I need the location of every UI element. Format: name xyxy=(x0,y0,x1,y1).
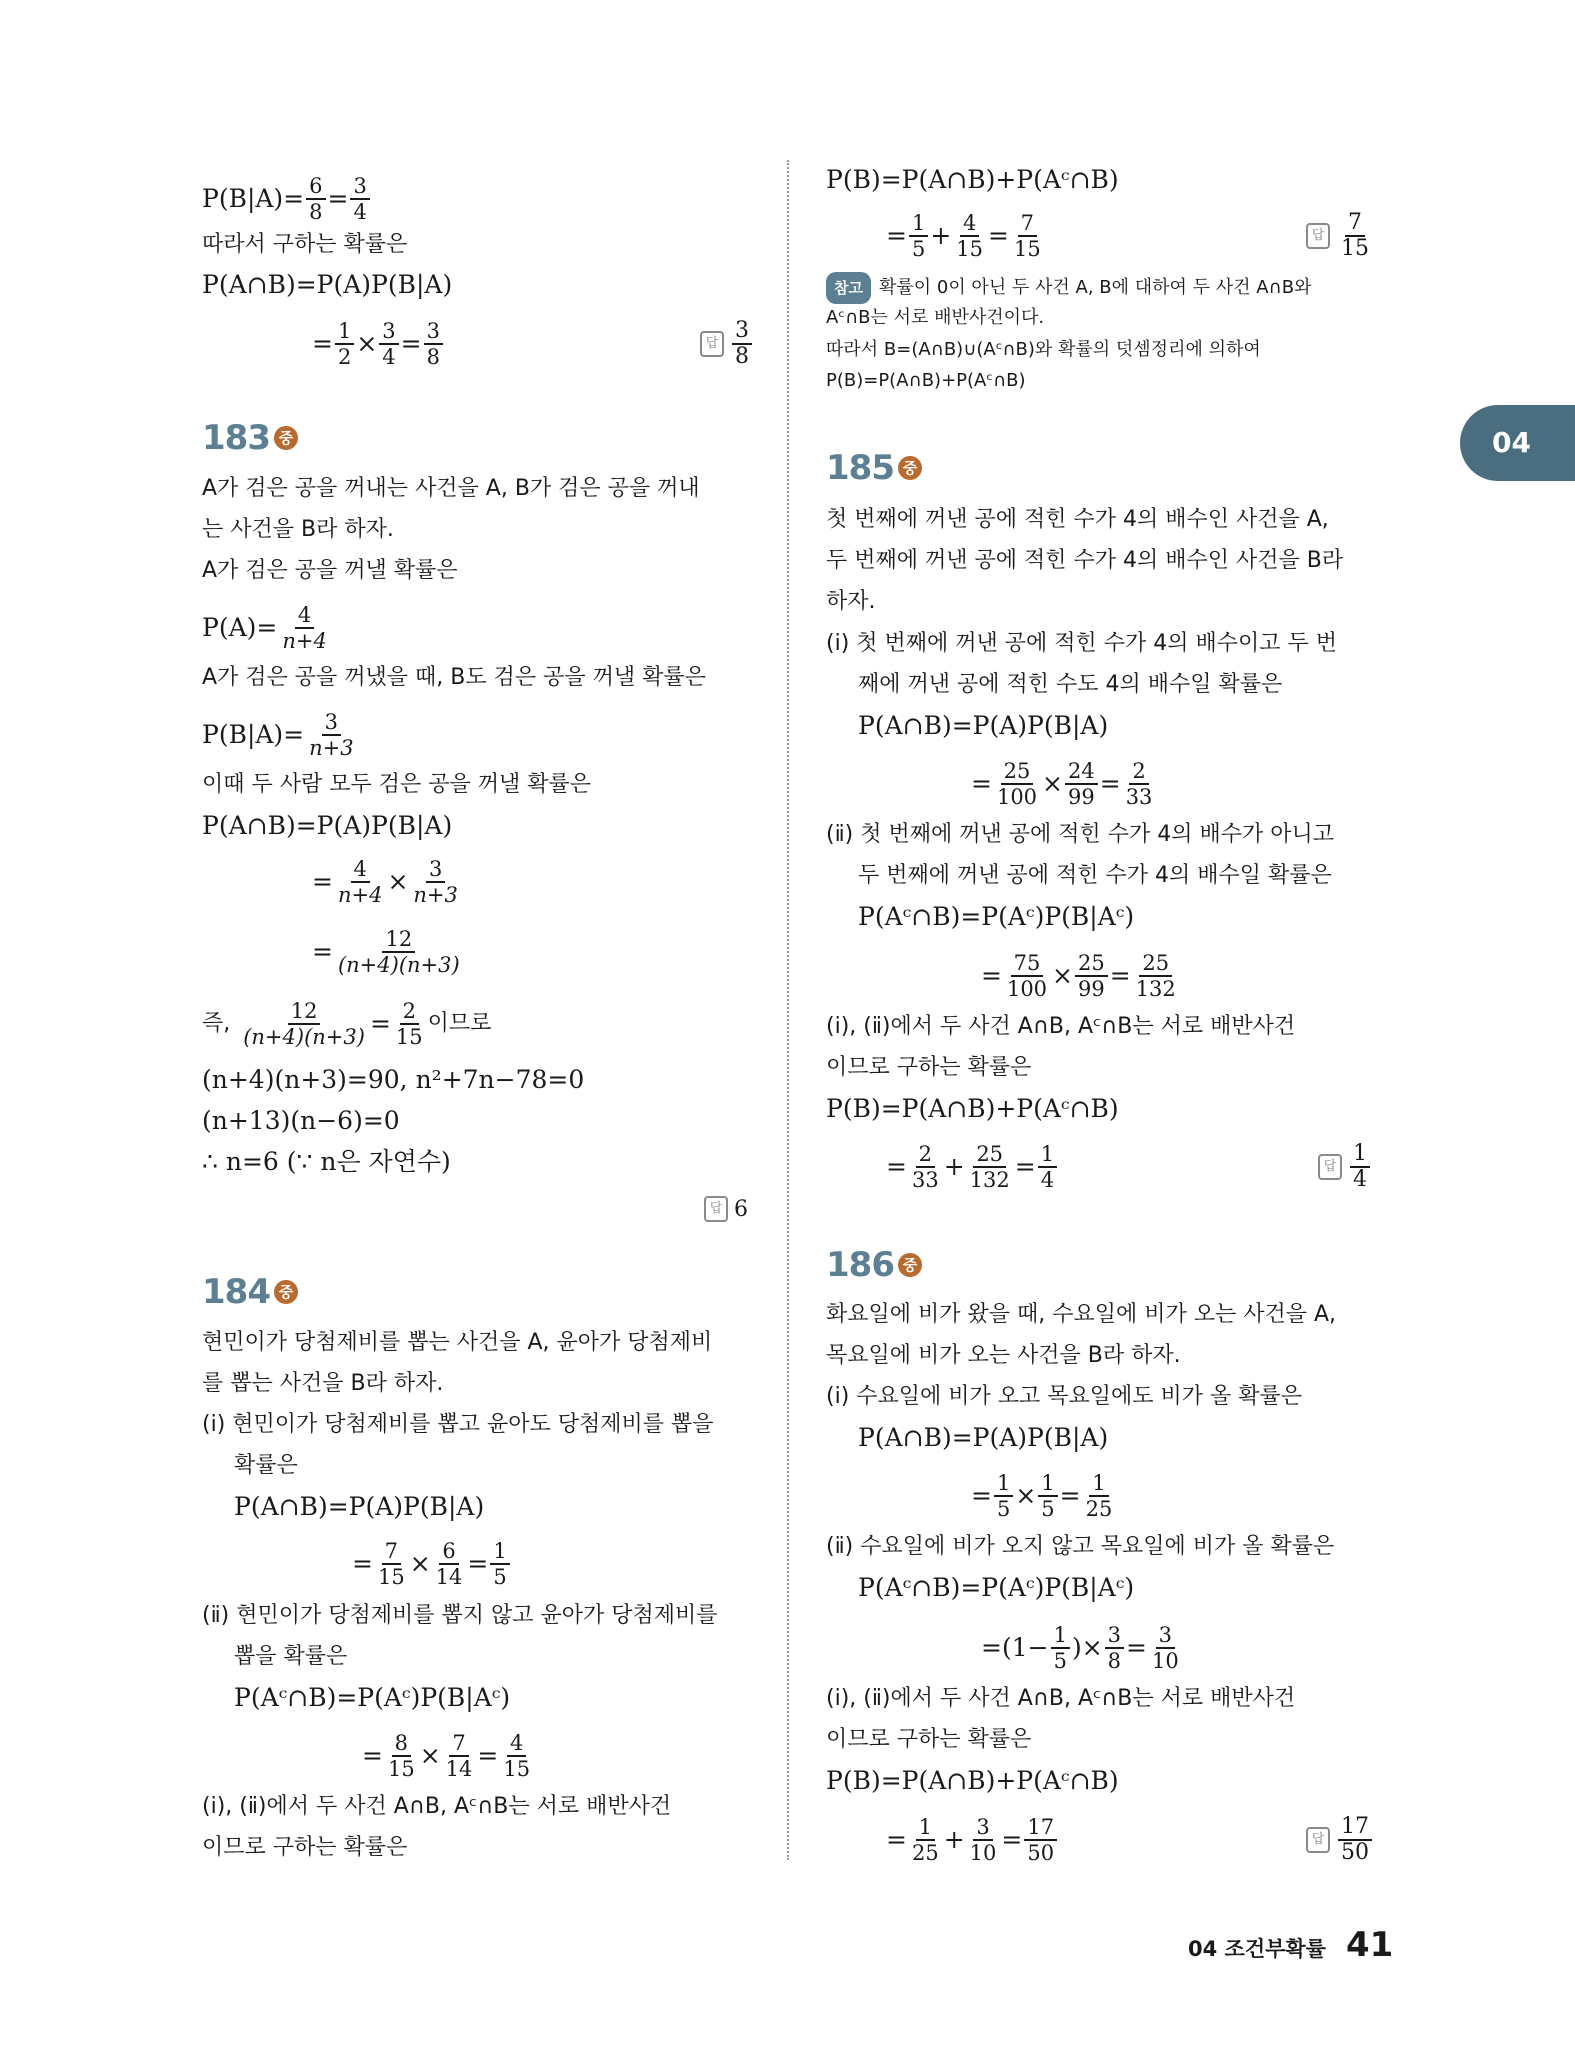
formula-line: P(Aᶜ∩B)=P(Aᶜ)P(B|Aᶜ) xyxy=(234,1683,511,1712)
text-line: 첫 번째에 꺼낸 공에 적힌 수가 4의 배수인 사건을 A, xyxy=(826,507,1329,532)
fraction: $\frac{25}{132}$ xyxy=(1135,951,1176,1001)
answer xyxy=(704,1196,748,1222)
answer-icon: 답 xyxy=(700,331,724,357)
text-line: 이므로 구하는 확률은 xyxy=(826,1727,1032,1752)
fraction: $\frac{3}{10}$ xyxy=(969,1815,997,1865)
text-line: 째에 꺼낸 공에 적힌 수도 4의 배수일 확률은 xyxy=(858,672,1283,697)
formula-line: P(A∩B)=P(A)P(B|A) xyxy=(858,711,1109,740)
fraction: $\frac{2}{15}$ xyxy=(395,999,423,1049)
fraction: $\frac{3}{10}$ xyxy=(1151,1623,1179,1673)
text-line: (ⅱ) 첫 번째에 꺼낸 공에 적힌 수가 4의 배수가 아니고 xyxy=(826,822,1334,847)
formula-line: P(A)= $\frac{4}{n+4}$ xyxy=(202,604,332,652)
fraction: $\frac{1}{25}$ xyxy=(911,1815,939,1865)
reference-line: 따라서 B=(A∩B)∪(Aᶜ∩B)와 확률의 덧셈정리에 의하여 xyxy=(826,339,1261,360)
problem-header-183 xyxy=(202,418,298,458)
fraction: $\frac{4}{n+4}$ xyxy=(282,603,327,653)
fraction: $\frac{4}{15}$ xyxy=(503,1731,531,1781)
formula-line: = $\frac{1}{25}$ + $\frac{3}{10}$ = $\frac{17}{50}$ xyxy=(886,1816,1059,1864)
fraction: $\frac{17}{50}$ xyxy=(1024,1816,1057,1864)
text-line: 화요일에 비가 왔을 때, 수요일에 비가 오는 사건을 A, xyxy=(826,1302,1337,1327)
text-line: 두 번째에 꺼낸 공에 적힌 수가 4의 배수인 사건을 B라 xyxy=(826,548,1344,573)
difficulty-badge: 중 xyxy=(274,426,298,450)
footer-chapter: 04 조건부확률 xyxy=(1188,1937,1326,1961)
text-line: (ⅰ), (ⅱ)에서 두 사건 A∩B, Aᶜ∩B는 서로 배반사건 xyxy=(826,1014,1296,1039)
fraction: $\frac{3}{4}$ xyxy=(379,320,398,368)
fraction: $\frac{1}{5}$ xyxy=(909,212,928,260)
formula-line: P(B)=P(A∩B)+P(Aᶜ∩B) xyxy=(826,1766,1119,1795)
reference-line: 참고 확률이 0이 아닌 두 사건 A, B에 대하여 두 사건 A∩B와 xyxy=(826,272,1311,304)
difficulty-badge: 중 xyxy=(898,456,922,480)
formula-line: P(A∩B)=P(A)P(B|A) xyxy=(202,270,453,299)
formula-line: = $\frac{12}{(n+4)(n+3)}$ xyxy=(312,928,465,976)
fraction: $\frac{25}{132}$ xyxy=(969,1142,1010,1192)
formula-line: = $\frac{1}{5}$ + $\frac{4}{15}$ = $\frac{7}{15}$ xyxy=(886,212,1046,260)
text-line: (ⅱ) 현민이가 당첨제비를 뽑지 않고 윤아가 당첨제비를 xyxy=(202,1603,718,1628)
text-line: 목요일에 비가 오는 사건을 B라 하자. xyxy=(826,1343,1181,1368)
fraction: $\frac{3}{8}$ xyxy=(424,320,443,368)
fraction: $\frac{8}{15}$ xyxy=(387,1731,415,1781)
fraction: $\frac{7}{14}$ xyxy=(445,1731,473,1781)
answer xyxy=(1318,1143,1372,1191)
answer-value: $\frac{3}{8}$ xyxy=(732,320,752,368)
fraction: $\frac{2}{33}$ xyxy=(1125,759,1153,809)
text-line: 두 번째에 꺼낸 공에 적힌 수가 4의 배수일 확률은 xyxy=(858,863,1332,888)
answer-icon: 답 xyxy=(1306,223,1330,249)
text-line: (ⅱ) 수요일에 비가 오지 않고 목요일에 비가 올 확률은 xyxy=(826,1534,1335,1559)
formula-line: = $\frac{4}{n+4}$ × $\frac{3}{n+3}$ xyxy=(312,858,463,906)
problem-header-185 xyxy=(826,448,922,488)
text-line: (ⅰ) 첫 번째에 꺼낸 공에 적힌 수가 4의 배수이고 두 번 xyxy=(826,631,1337,656)
fraction: $\frac{1}{5}$ xyxy=(1038,1472,1057,1520)
fraction: $\frac{12}{(n+4)(n+3)}$ xyxy=(337,927,460,977)
formula-line: P(Aᶜ∩B)=P(Aᶜ)P(B|Aᶜ) xyxy=(858,902,1135,931)
text-line: (ⅰ) 현민이가 당첨제비를 뽑고 윤아도 당첨제비를 뽑을 xyxy=(202,1412,714,1437)
text-line: A가 검은 공을 꺼내는 사건을 A, B가 검은 공을 꺼내 xyxy=(202,476,700,501)
answer-icon: 답 xyxy=(1306,1827,1330,1853)
fraction: $\frac{4}{15}$ xyxy=(956,211,984,261)
column-divider xyxy=(787,160,789,1860)
formula-line: = $\frac{1}{2}$ × $\frac{3}{4}$ = $\frac{3}{8}$ xyxy=(312,320,445,368)
fraction: $\frac{1}{4}$ xyxy=(1038,1143,1057,1191)
problem-number: 183 xyxy=(202,418,270,458)
fraction: $\frac{1}{5}$ xyxy=(994,1472,1013,1520)
page-footer xyxy=(1188,1925,1393,1965)
formula-line: (n+13)(n−6)=0 xyxy=(202,1106,400,1135)
answer-icon: 답 xyxy=(704,1196,728,1222)
text-line: 를 뽑는 사건을 B라 하자. xyxy=(202,1371,444,1396)
formula-line: P(Aᶜ∩B)=P(Aᶜ)P(B|Aᶜ) xyxy=(858,1573,1135,1602)
answer-value: 6 xyxy=(734,1196,748,1222)
text-line: 뽑을 확률은 xyxy=(234,1644,348,1669)
formula-line: = $\frac{8}{15}$ × $\frac{7}{14}$ = $\frac{4}{15}$ xyxy=(362,1732,535,1780)
formula-line: P(A∩B)=P(A)P(B|A) xyxy=(234,1492,485,1521)
fraction: $\frac{3}{4}$ xyxy=(350,175,369,223)
formula-line: = $\frac{1}{5}$ × $\frac{1}{5}$ = $\frac{1}{25}$ xyxy=(971,1472,1117,1520)
fraction: $\frac{12}{(n+4)(n+3)}$ xyxy=(243,999,365,1049)
fraction: $\frac{3}{n+3}$ xyxy=(309,710,354,760)
formula-line: =(1− $\frac{1}{5}$ )× $\frac{3}{8}$ = $\frac{3}{10}$ xyxy=(981,1624,1184,1672)
answer-value: $\frac{1}{4}$ xyxy=(1350,1143,1370,1191)
formula-line: = $\frac{2}{33}$ + $\frac{25}{132}$ = $\frac{1}{4}$ xyxy=(886,1143,1059,1191)
difficulty-badge: 중 xyxy=(274,1280,298,1304)
answer xyxy=(1306,212,1374,260)
fraction: $\frac{6}{8}$ xyxy=(306,175,325,223)
text-line: 이므로 구하는 확률은 xyxy=(202,1835,408,1860)
text-line: (ⅰ), (ⅱ)에서 두 사건 A∩B, Aᶜ∩B는 서로 배반사건 xyxy=(202,1794,672,1819)
problem-number: 186 xyxy=(826,1245,894,1285)
problem-header-186 xyxy=(826,1245,922,1285)
fraction: $\frac{25}{99}$ xyxy=(1075,952,1108,1000)
text-line: (ⅰ) 수요일에 비가 오고 목요일에도 비가 올 확률은 xyxy=(826,1384,1303,1409)
fraction: $\frac{1}{25}$ xyxy=(1085,1471,1113,1521)
formula-line: P(B|A)= $\frac{6}{8}$ = $\frac{3}{4}$ xyxy=(202,175,372,223)
reference-line: Aᶜ∩B는 서로 배반사건이다. xyxy=(826,307,1045,328)
difficulty-badge: 중 xyxy=(898,1253,922,1277)
formula-line: 즉, $\frac{12}{(n+4)(n+3)}$ = $\frac{2}{15}$ 이므로 xyxy=(202,999,492,1049)
answer-value: $\frac{7}{15}$ xyxy=(1341,210,1369,261)
text-line: 하자. xyxy=(826,589,876,614)
formula-line: P(B|A)= $\frac{3}{n+3}$ xyxy=(202,711,359,759)
problem-number: 185 xyxy=(826,448,894,488)
text-line: 는 사건을 B라 하자. xyxy=(202,517,394,542)
formula-line: = $\frac{75}{100}$ × $\frac{25}{99}$ = $\frac{25}{132}$ xyxy=(981,952,1181,1000)
formula-line: = $\frac{7}{15}$ × $\frac{6}{14}$ = $\frac{1}{5}$ xyxy=(352,1540,512,1588)
text-line: 현민이가 당첨제비를 뽑는 사건을 A, 윤아가 당첨제비 xyxy=(202,1330,713,1355)
fraction: $\frac{1}{2}$ xyxy=(335,320,354,368)
formula-line: P(A∩B)=P(A)P(B|A) xyxy=(858,1423,1109,1452)
text-line: 이므로 구하는 확률은 xyxy=(826,1055,1032,1080)
answer xyxy=(700,320,754,368)
text-line: 확률은 xyxy=(234,1453,298,1478)
formula-line: P(B)=P(A∩B)+P(Aᶜ∩B) xyxy=(826,1094,1119,1123)
fraction: $\frac{2}{33}$ xyxy=(911,1142,939,1192)
formula-line: P(B)=P(A∩B)+P(Aᶜ∩B) xyxy=(826,165,1119,194)
text-line: A가 검은 공을 꺼낼 확률은 xyxy=(202,558,458,583)
fraction: $\frac{24}{99}$ xyxy=(1065,760,1098,808)
problem-header-184 xyxy=(202,1272,298,1312)
text-line: 따라서 구하는 확률은 xyxy=(202,232,408,257)
fraction: $\frac{6}{14}$ xyxy=(435,1539,463,1589)
page-number: 41 xyxy=(1345,1925,1394,1965)
fraction: $\frac{1}{5}$ xyxy=(1051,1624,1070,1672)
answer xyxy=(1306,1816,1374,1864)
fraction: $\frac{3}{n+3}$ xyxy=(413,857,458,907)
text-line: A가 검은 공을 꺼냈을 때, B도 검은 공을 꺼낼 확률은 xyxy=(202,665,706,690)
answer-value: $\frac{17}{50}$ xyxy=(1338,1816,1372,1864)
text-line: 이때 두 사람 모두 검은 공을 꺼낼 확률은 xyxy=(202,772,591,797)
answer-icon: 답 xyxy=(1318,1154,1342,1180)
fraction: $\frac{4}{n+4}$ xyxy=(337,857,383,907)
fraction: $\frac{25}{100}$ xyxy=(996,759,1038,809)
fraction: $\frac{75}{100}$ xyxy=(1006,951,1048,1001)
problem-number: 184 xyxy=(202,1272,270,1312)
formula-line: (n+4)(n+3)=90, n²+7n−78=0 xyxy=(202,1065,585,1094)
reference-badge: 참고 xyxy=(826,272,871,304)
fraction: $\frac{3}{8}$ xyxy=(1105,1624,1124,1672)
formula-line: = $\frac{25}{100}$ × $\frac{24}{99}$ = $\frac{2}{33}$ xyxy=(971,760,1157,808)
reference-line: P(B)=P(A∩B)+P(Aᶜ∩B) xyxy=(826,370,1026,391)
formula-line: ∴ n=6 (∵ n은 자연수) xyxy=(202,1147,451,1176)
fraction: $\frac{7}{15}$ xyxy=(1013,211,1041,261)
text-line: (ⅰ), (ⅱ)에서 두 사건 A∩B, Aᶜ∩B는 서로 배반사건 xyxy=(826,1686,1296,1711)
fraction: $\frac{7}{15}$ xyxy=(377,1539,405,1589)
formula-line: P(A∩B)=P(A)P(B|A) xyxy=(202,811,453,840)
fraction: $\frac{1}{5}$ xyxy=(490,1540,509,1588)
chapter-tab: 04 xyxy=(1460,405,1575,481)
